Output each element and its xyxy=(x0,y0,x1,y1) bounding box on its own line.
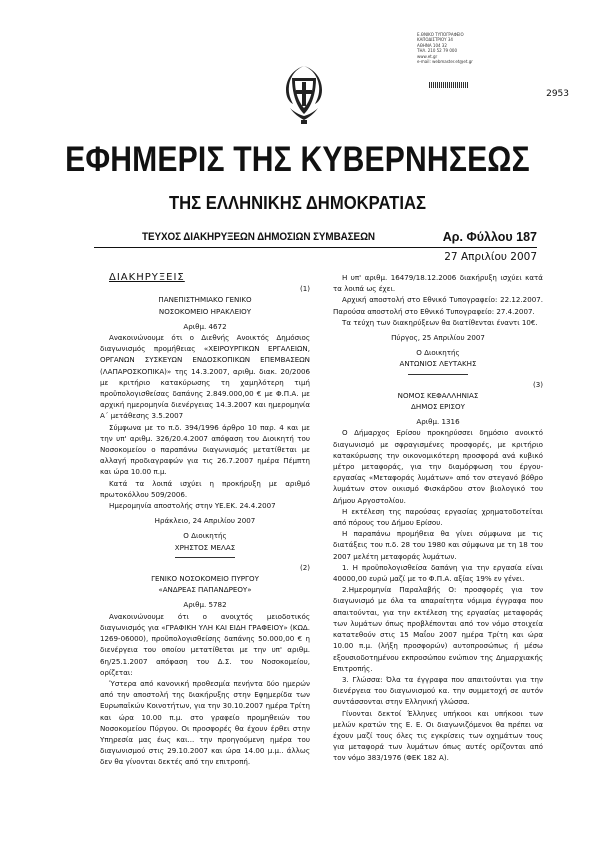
notice-number: (1) xyxy=(299,284,310,294)
section-heading: ΔΙΑΚΗΡΥΞΕΙΣ xyxy=(109,272,185,283)
signatory-name: ΑΝΤΩΝΙΟΣ ΛΕΥΤΑΚΗΣ xyxy=(399,359,477,369)
reference-number: Αριθμ. 4672 xyxy=(183,321,227,331)
notice-number: (3) xyxy=(532,379,543,389)
signatory-role: Ο Διοικητής xyxy=(416,348,460,358)
separator xyxy=(175,557,235,558)
barcode-graphic xyxy=(429,82,469,88)
paragraph: Η εκτέλεση της παρούσας εργασίας χρηματοδοτείται από πόρους του Δήμου Ερίσου. xyxy=(333,506,543,528)
gazette-subtitle: ΤΗΣ ΕΛΛΗΝΙΚΗΣ ΔΗΜΟΚΡΑΤΙΑΣ xyxy=(168,192,427,213)
paragraph: Γίνονται δεκτοί Έλληνες υπήκοοι και υπήκοοι των μελών κρατών της Ε. Ε. Οι διαγωνιζόμενοι θα πρέπει να έχουν μαζί τους όλες τις εγκρίσεις των οχημάτων τους για μεταφορά των λυμάτων όπως αυτές ορίζονται από τον νόμο 383/1976 (ΦΕΚ 182 Α). xyxy=(333,708,543,763)
paragraph: Η υπ' αριθμ. 16479/18.12.2006 διακήρυξη ισχύει κατά τα λοιπά ως έχει. xyxy=(333,273,543,294)
paragraph: Ανακοινώνουμε ότι ο ανοιχτός μειοδοτικός διαγωνισμός για «ΓΡΑΦΙΚΗ ΥΛΗ ΚΑΙ ΕΙΔΗ ΓΡΑΦΕΙΟΥ» (ΚΩΔ. 1269-06000), προϋπολογισθείσης δαπάνης 50.000,00 € η διενέργεια του οποίου μετατίθεται με την υπ' αριθμ. 6η/25.1.2007 απόφαση του Δ.Σ. του Νοσοκομείου, ορίζεται: xyxy=(100,611,310,677)
paragraph: Ο Δήμαρχος Ερίσου προκηρύσσει δημόσιο ανοικτό διαγωνισμό με σφραγισμένες προσφορές, με κριτήριο κατακύρωσης την οικονομικότερη προσφορά ανά κυβικό μέτρο μεταφοράς, για την διαμόρφωση του έργου-εργασίας «Μεταφοράς λυμάτων» από τον στεγανό βόθρο λυμάτων στον οικισμό Φισκάρδου στον βιολογικό του Δήμου Αργοστολίου. xyxy=(333,428,543,505)
place-date: Πύργος, 25 Απριλίου 2007 xyxy=(391,333,485,343)
left-column xyxy=(100,272,310,768)
gazette-title: ΕΦΗΜΕΡΙΣ ΤΗΣ ΚΥΒΕΡΝΗΣΕΩΣ xyxy=(65,140,530,179)
paragraph: 1. Η προϋπολογισθείσα δαπάνη για την εργασία είναι 40000,00 ευρώ μαζί με το Φ.Π.Α. αξίας 19% εν γένει. xyxy=(333,562,543,584)
signatory-name: ΧΡΗΣΤΟΣ ΜΕΛΑΣ xyxy=(174,542,236,552)
header-rule xyxy=(94,247,537,248)
sheet-number: Αρ. Φύλλου 187 xyxy=(442,230,537,244)
paragraph: Κατά τα λοιπά ισχύει η προκήρυξη με αριθμό πρωτοκόλλου 509/2006. xyxy=(100,478,310,499)
paragraph: Αρχική αποστολή στο Εθνικό Τυπογραφείο: 22.12.2007. Παρούσα αποστολή στο Εθνικό Τυπογραφείο: 27.4.2007. xyxy=(333,295,543,316)
series-label: ΤΕΥΧΟΣ ΔΙΑΚΗΡΥΞΕΩΝ ΔΗΜΟΣΙΩΝ ΣΥΜΒΑΣΕΩΝ xyxy=(142,231,375,243)
issuer-line: Ε.ΘΝΙΚΟ ΤΥΠΟΓΡΑΦΕΙΟ xyxy=(417,32,464,37)
organization-name: ΝΟΜΟΣ ΚΕΦΑΛΛΗΝΙΑΣ xyxy=(397,390,479,400)
organization-name: ΠΑΝΕΠΙΣΤΗΜΙΑΚΟ ΓΕΝΙΚΟ xyxy=(158,295,252,305)
organization-name: «ΑΝΔΡΕΑΣ ΠΑΠΑΝΔΡΕΟΥ» xyxy=(158,585,252,595)
issue-date: 27 Απριλίου 2007 xyxy=(444,251,537,263)
paragraph: Σύμφωνα με το π.δ. 394/1996 άρθρο 10 παρ. 4 και με την υπ' αριθμ. 326/20.4.2007 απόφαση του Διοικητή του Νοσοκομείου ο παραπάνω διαγωνισμός μετατίθεται με αλλαγή προδιαγραφών για τις 26.7.2007 ημέρα Πέμπτη και ώρα 10.00 π.μ. xyxy=(100,422,310,477)
paragraph: Ημερομηνία αποστολής στην ΥΕ.ΕΚ. 24.4.2007 xyxy=(109,501,276,511)
place-date: Ηράκλειο, 24 Απριλίου 2007 xyxy=(154,516,256,526)
issuer-line: www.et.gr xyxy=(417,53,438,59)
signatory-role: Ο Διοικητής xyxy=(183,531,227,541)
paragraph: Ανακοινώνουμε ότι ο Διεθνής Ανοικτός Δημόσιος διαγωνισμός προμήθειας «ΧΕΙΡΟΥΡΓΙΚΩΝ ΕΡΓΑΛΕΙΩΝ, ΟΡΓΑΝΩΝ ΣΥΣΚΕΥΩΝ ΕΝΔΟΣΚΟΠΙΚΩΝ ΕΠΕΜΒΑΣΕΩΝ (ΛΑΠΑΡΟΣΚΟΠΙΚΑ)» της 14.3.2007, αριθμ. διακ. 20/2006 με κριτήριο κατακύρωσης τη χαμηλότερη τιμή προϋπολογισθείσας δαπάνης 2.849.000,00 € με Φ.Π.Α. με αρχική ημερομηνία διενέργειας 14.3.2007 και ημερομηνία Α΄ μετάθεσης 3.5.2007 xyxy=(100,333,310,421)
issue-info-row xyxy=(94,231,537,247)
greek-coat-of-arms-icon xyxy=(284,64,324,126)
organization-name: ΔΗΜΟΣ ΕΡΙΣΟΥ xyxy=(411,402,465,412)
paragraph: Η παραπάνω προμήθεια θα γίνει σύμφωνα με τις διατάξεις του π.δ. 28 του 1980 και σύμφωνα με τη 18 του 2007 μελέτη μεταφοράς λυμάτων. xyxy=(333,529,543,561)
right-column xyxy=(333,272,543,764)
separator xyxy=(408,374,468,375)
paragraph: Τα τεύχη των διακηρύξεων θα διατίθενται έναντι 10€. xyxy=(342,317,538,327)
issuer-block xyxy=(417,32,527,64)
page-number: 2953 xyxy=(546,89,569,99)
paragraph: Ύστερα από κανονική προθεσμία πενήντα δύο ημερών από την αποστολή της διακήρυξης στην Εφημερίδα των Ευρωπαϊκών Κοινοτήτων, για την 30.10.2007 ημέρα Τρίτη και ώρα 10.00 π.μ. στο γραφείο προμηθειών του Νοσοκομείου Πύργου. Οι προσφορές θα έχουν έρθει στην Υπηρεσία μας έως και... την προηγούμενη ημέρα του διαγωνισμού στις 29.10.2007 και ώρα 14.00 μ.μ.. άλλως δεν θα γίνονται δεκτές από την επιτροπή. xyxy=(100,678,310,767)
paragraph: 2.Ημερομηνία Παραλαβής Ο: προσφορές για τον διαγωνισμό με όλα τα απαραίτητα νόμιμα έγγραφα που απαιτούνται, για την εκτέλεση της εργασίας μεταφοράς των λυμάτων όπως προβλέπονται από τον νόμο στοιχεία κατατεθούν στις 15 Μαΐου 2007 ημέρα Τρίτη και ώρα 10.00 π.μ. (λήξη προσφορών) αυτοπροσώπως ή μέσω εξουσιοδοτημένου εκπροσώπου ενώπιον της Δημαρχιακής Επιτροπής. xyxy=(333,585,543,673)
reference-number: Αριθμ. 1316 xyxy=(416,417,460,427)
paragraph: 3. Γλώσσα: Όλα τα έγγραφα που απαιτούνται για την διενέργεια του διαγωνισμού κα. την συμμετοχή σε αυτόν συντάσσονται στην Ελληνική γλώσσα. xyxy=(333,674,543,707)
organization-name: ΓΕΝΙΚΟ ΝΟΣΟΚΟΜΕΙΟ ΠΥΡΓΟΥ xyxy=(151,574,259,584)
reference-number: Αριθμ. 5782 xyxy=(183,600,227,610)
issuer-line: ΚΑΠΟΔΙΣΤΡΙΟΥ 34 xyxy=(417,37,453,43)
notice-number: (2) xyxy=(299,562,310,572)
issuer-line: ΑΘΗΝΑ 104 32 xyxy=(417,42,447,48)
issuer-line: ΤΗΛ. 210 52 79 000 xyxy=(417,48,457,54)
organization-name: ΝΟΣΟΚΟΜΕΙΟ ΗΡΑΚΛΕΙΟΥ xyxy=(158,306,252,316)
issuer-line: e-mail: webmaster.et@et.gr xyxy=(417,59,473,65)
